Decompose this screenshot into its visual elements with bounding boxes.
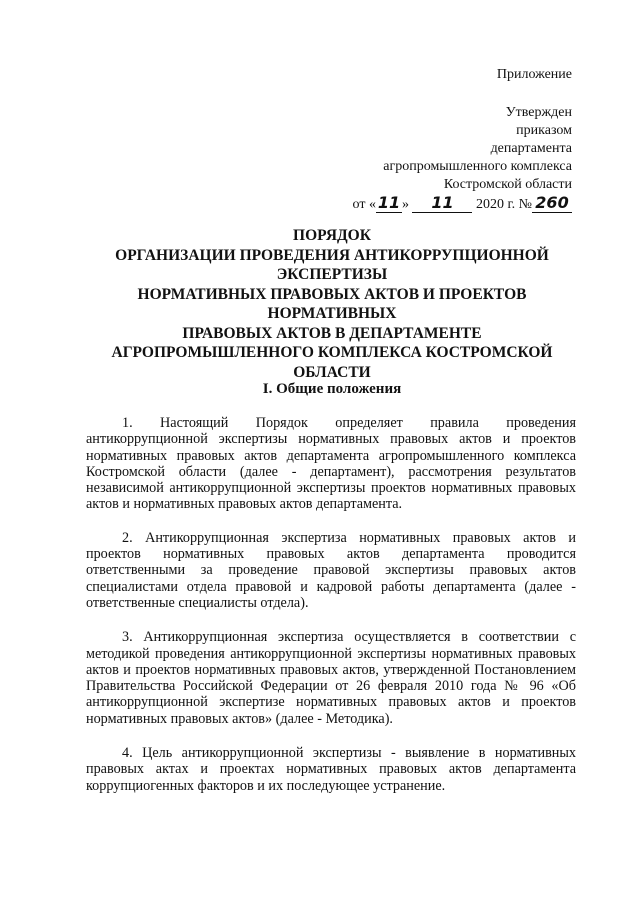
paragraph-4: 4. Цель антикоррупционной экспертизы - выявление в нормативных правовых актах и проектах нормативных правовых актов департамента коррупциогенных факторов и их последующее устранение. [86,745,576,794]
handwritten-month: 11 [412,194,472,213]
title-line: ОРГАНИЗАЦИИ ПРОВЕДЕНИЯ АНТИКОРРУПЦИОННОЙ [115,246,549,264]
date-mid: » [401,197,409,212]
appendix-label: Приложение [496,67,572,82]
title-line: АГРОПРОМЫШЛЕННОГО КОМПЛЕКСА КОСТРОМСКОЙ [111,344,553,361]
handwritten-number: 260 [532,194,572,213]
paragraph-1: 1. Настоящий Порядок определяет правила проведения антикоррупционной экспертизы нормативных правовых актов и проектов нормативных правовых актов департамента агропромышленного комплекса Костромской области (далее - департамент), рассмотрения результатов независимой антикоррупционной экспертизы проектов нормативных правовых актов и нормативных правовых актов департамента. [86,415,576,513]
date-year: 2020 г. № [475,197,532,212]
date-number-line [353,194,572,214]
title-line: НОРМАТИВНЫХ ПРАВОВЫХ АКТОВ И ПРОЕКТОВ [137,285,527,303]
approved-line-5: Костромской области [443,177,572,192]
title-line: ОБЛАСТИ [293,363,371,381]
approved-line-1: Утвержден [505,105,572,120]
document-title [86,226,578,382]
title-line: ЭКСПЕРТИЗЫ [276,266,388,283]
title-line: ПОРЯДОК [293,227,371,244]
approval-block [353,66,572,214]
title-line: НОРМАТИВНЫХ [267,305,397,322]
paragraph-3: 3. Антикоррупционная экспертиза осуществляется в соответствии с методикой проведения антикоррупционной экспертизы нормативных правовых актов и проектов нормативных правовых актов, утвержденной Постановлением Правительства Российской Федерации от 26 февраля 2010 года № 96 «Об антикоррупционной экспертизе нормативных правовых актов и проектов нормативных правовых актов» (далее - Методика). [86,629,576,727]
document-body [86,415,576,812]
handwritten-day: 11 [377,193,401,212]
paragraph-2: 2. Антикоррупционная экспертиза нормативных правовых актов и проектов нормативных правовых актов департамента проводится ответственными за проведение правовой экспертизы правовых актов специалистами отдела правовой и кадровой работы департамента (далее - ответственные специалисты отдела). [86,529,576,611]
section-heading: I. Общие положения [262,381,402,397]
title-line: ПРАВОВЫХ АКТОВ В ДЕПАРТАМЕНТЕ [182,324,482,342]
approved-line-4: агропромышленного комплекса [383,159,572,174]
approved-line-3: департамента [490,141,572,156]
date-prefix: от « [352,197,376,212]
approved-line-2: приказом [516,123,572,138]
